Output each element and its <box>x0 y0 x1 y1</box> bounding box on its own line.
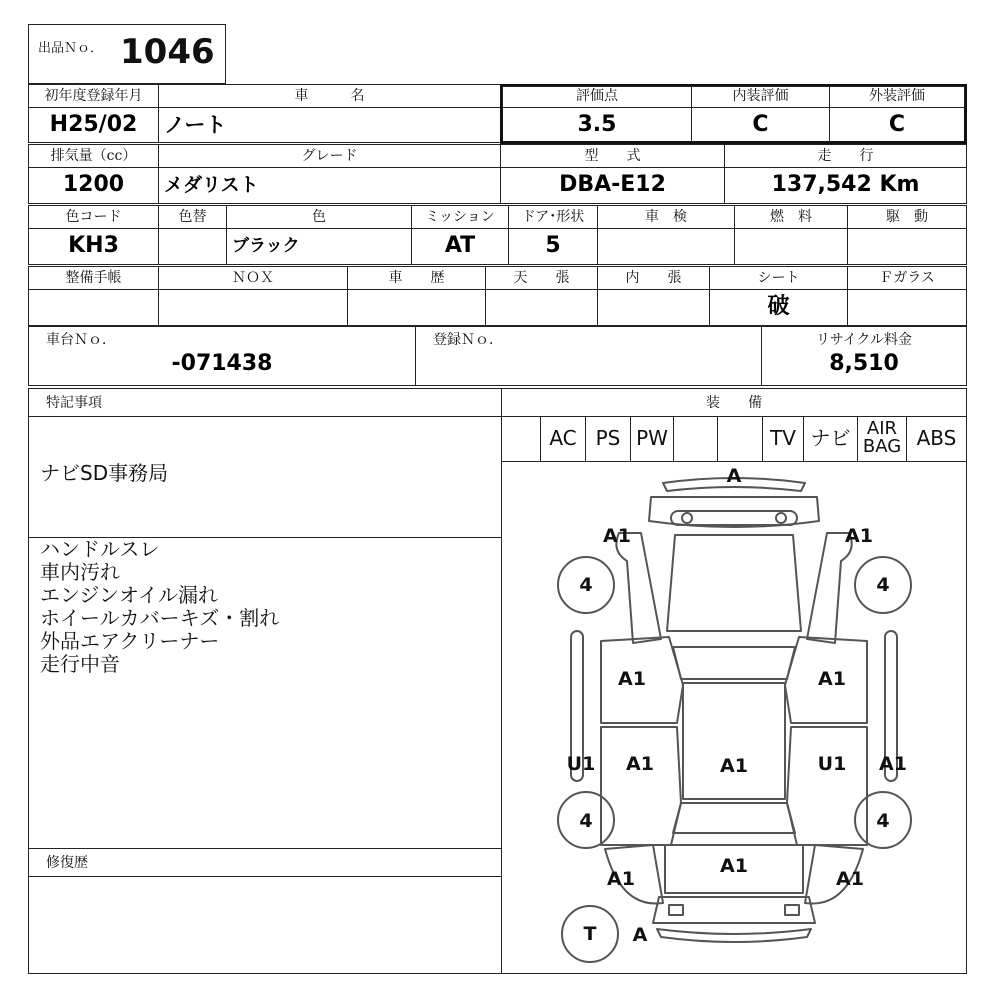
inspection-label: 車 検 <box>645 209 687 225</box>
lot-number: 1046 <box>120 32 215 72</box>
recycle-label: リサイクル料金 <box>815 332 913 348</box>
equipment-ac: AC <box>549 426 577 450</box>
mark-front-right-fender: A1 <box>845 525 873 547</box>
color-code-value: KH3 <box>68 233 119 258</box>
car-name-label: 車 名 <box>294 88 365 104</box>
repair-cell <box>28 876 502 974</box>
equipment-item <box>673 416 718 462</box>
car-diagram <box>501 461 967 974</box>
first-reg-label: 初年度登録年月 <box>44 88 143 104</box>
right-fender-shape <box>807 533 852 643</box>
first-reg-value: H25/02 <box>49 112 138 137</box>
notes-line: 車内汚れ <box>40 560 120 584</box>
door-value: 5 <box>545 233 561 258</box>
mark-tire-rear-left: 4 <box>579 810 593 832</box>
model-label: 型 式 <box>584 148 641 164</box>
equipment-item <box>501 416 541 462</box>
recycle-value: 8,510 <box>829 351 899 376</box>
door-label: ドア･形状 <box>521 209 585 225</box>
color-code-label: 色コード <box>65 209 122 225</box>
interior-value: C <box>752 112 769 137</box>
equipment-airbag: AIR BAG <box>862 418 902 457</box>
fuel-cell <box>734 228 848 265</box>
mileage-label: 走 行 <box>817 148 874 164</box>
recolor-label: 色替 <box>178 209 207 225</box>
rear-bumper-shape <box>657 929 811 942</box>
mark-tire-front-right: 4 <box>876 574 890 596</box>
equipment-item <box>717 416 763 462</box>
notes-line: エンジンオイル漏れ <box>40 583 218 607</box>
mark-rear-right-fender: A1 <box>836 868 864 890</box>
notes-top-line: ナビSD事務局 <box>40 461 169 485</box>
notes-line: ハンドルスレ <box>40 537 160 561</box>
mark-spare-tire: T <box>583 923 597 945</box>
fuel-label: 燃 料 <box>770 209 812 225</box>
equipment-abs: ABS <box>916 426 957 450</box>
mark-left-rocker: U1 <box>566 753 596 775</box>
mark-front-left-fender: A1 <box>603 525 631 547</box>
exterior-value: C <box>888 112 906 137</box>
mark-roof: A1 <box>720 755 748 777</box>
maintenance-cell <box>28 289 159 326</box>
roof-label: 天 張 <box>513 270 570 286</box>
mark-tire-front-left: 4 <box>579 574 593 596</box>
chassis-label: 車台Ｎｏ． <box>46 332 116 348</box>
recolor-cell <box>158 228 227 265</box>
roof-cell <box>485 289 598 326</box>
fglass-label: Ｆガラス <box>879 270 935 286</box>
color-value: ブラック <box>232 236 300 256</box>
exterior-label: 外装評価 <box>869 88 925 104</box>
mark-rear-bumper: A <box>632 924 648 946</box>
score-value: 3.5 <box>577 112 617 137</box>
grade-label: グレード <box>301 148 358 164</box>
mark-front-bumper: A <box>726 465 742 487</box>
hood-shape <box>667 535 801 631</box>
notes-line: 外品エアクリーナー <box>40 629 220 653</box>
mark-left-front-door: A1 <box>618 668 646 690</box>
mission-label: ミッション <box>425 209 495 225</box>
lot-label: 出品Ｎｏ． <box>38 41 104 56</box>
windshield-shape <box>673 647 795 679</box>
interior-trim-cell <box>597 289 710 326</box>
maintenance-label: 整備手帳 <box>65 270 122 286</box>
interior-trim-label: 内 張 <box>625 270 682 286</box>
roof-shape <box>683 683 785 799</box>
mark-rear-left-fender: A1 <box>607 868 635 890</box>
drive-cell <box>847 228 967 265</box>
model-value: DBA-E12 <box>559 172 666 197</box>
repair-title: 修復歴 <box>46 855 88 871</box>
mileage-value: 137,542 Km <box>771 172 920 197</box>
nox-cell <box>158 289 348 326</box>
notes-line: ホイールカバーキズ・割れ <box>40 606 280 630</box>
notes-line: 走行中音 <box>40 652 120 676</box>
chassis-value: -071438 <box>171 351 273 376</box>
history-label: 車 歴 <box>388 270 445 286</box>
mark-right-front-door: A1 <box>818 668 846 690</box>
seat-value: 破 <box>767 294 790 319</box>
equipment-ps: PS <box>595 426 621 450</box>
mark-tire-rear-right: 4 <box>876 810 890 832</box>
drive-label: 駆 動 <box>886 209 928 225</box>
mark-right-rocker: A1 <box>879 753 907 775</box>
mark-right-rear-door: U1 <box>817 753 847 775</box>
fglass-cell <box>847 289 967 326</box>
displacement-value: 1200 <box>62 172 125 197</box>
history-cell <box>347 289 486 326</box>
registration-label: 登録Ｎｏ． <box>433 332 503 348</box>
mission-value: AT <box>444 233 476 258</box>
nox-label: ＮＯＸ <box>232 270 274 286</box>
score-label: 評価点 <box>576 88 618 104</box>
mark-trunk: A1 <box>720 855 748 877</box>
equipment-tv: TV <box>770 426 796 450</box>
equipment-pw: PW <box>636 426 668 450</box>
interior-label: 内装評価 <box>732 88 789 104</box>
equipment-title: 装 備 <box>706 395 762 411</box>
inspection-cell <box>597 228 735 265</box>
grade-value: メダリスト <box>164 174 259 196</box>
left-fender-shape <box>616 533 661 643</box>
mark-left-rear-door: A1 <box>626 753 654 775</box>
notes-title: 特記事項 <box>46 395 102 411</box>
seat-label: シート <box>757 270 800 286</box>
equipment-navi: ナビ <box>810 426 851 450</box>
rear-tail-shape <box>653 897 815 923</box>
car-name-value: ノート <box>164 113 227 137</box>
rear-window-shape <box>673 803 795 833</box>
displacement-label: 排気量（cc） <box>50 148 137 164</box>
color-label: 色 <box>312 209 326 225</box>
